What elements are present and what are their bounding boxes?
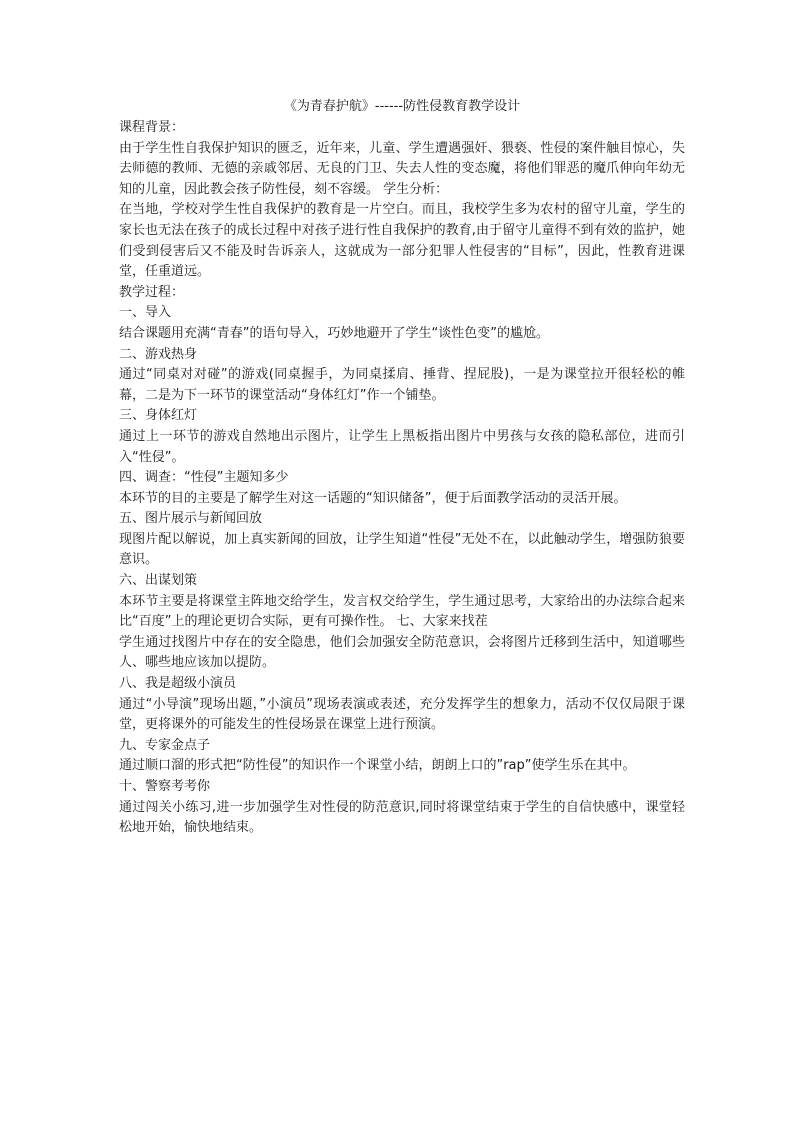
- section-heading-9: 九、专家金点子: [119, 737, 211, 753]
- background-paragraph: 由于学生性自我保护知识的匮乏，近年来，儿童、学生遭遇强奸、猥亵、性侵的案件触目惊心，失去师德的教师、无德的亲戚邻居、无良的门卫、失去人性的变态魔，将他们罪恶的魔爪伸向年幼无知的儿童，因此教会孩子防性侵，刻不容缓。 学生分析：: [119, 140, 685, 197]
- section-heading-6: 六、出谋划策: [119, 573, 198, 589]
- section-heading-1: 一、导入: [119, 305, 172, 321]
- section-text-3: 通过上一环节的游戏自然地出示图片，让学生上黑板指出图片中男孩与女孩的隐私部位，进而引入“性侵”。: [119, 428, 685, 465]
- section-text-6: 本环节主要是将课堂主阵地交给学生，发言权交给学生，学生通过思考，大家给出的办法综合起来比“百度”上的理论更切合实际，更有可操作性。 七、大家来找茬: [119, 593, 685, 630]
- section-heading-8: 八、我是超级小演员: [119, 676, 237, 692]
- section-text-1: 结合课题用充满“青春”的语句导入，巧妙地避开了学生“谈性色变”的尴尬。: [119, 325, 549, 341]
- section-text-5: 现图片配以解说，加上真实新闻的回放，让学生知道“性侵”无处不在，以此触动学生，增强防狼要意识。: [119, 531, 685, 568]
- section-heading-5: 五、图片展示与新闻回放: [119, 511, 263, 527]
- analysis-paragraph: 在当地，学校对学生性自我保护的教育是一片空白。而且，我校学生多为农村的留守儿童，学生的家长也无法在孩子的成长过程中对孩子进行性自我保护的教育,由于留守儿童得不到有效的监护，她们受到侵害后又不能及时告诉亲人，这就成为一部分犯罪人性侵害的“目标”，因此，性教育进课堂，任重道远。: [119, 202, 685, 280]
- section-text-10: 通过闯关小练习,进一步加强学生对性侵的防范意识,同时将课堂结束于学生的自信快感中，课堂轻松地开始，愉快地结束。: [119, 799, 685, 836]
- background-label: 课程背景：: [119, 120, 185, 135]
- section-heading-4: 四、调查：“性侵”主题知多少: [119, 470, 289, 486]
- document-page: [119, 96, 685, 839]
- section-text-4: 本环节的目的主要是了解学生对这一话题的“知识储备”，便于后面教学活动的灵活开展。: [119, 490, 627, 506]
- section-text-9: 通过顺口溜的形式把“防性侵”的知识作一个课堂小结，朗朗上口的”rap”使学生乐在其中。: [119, 758, 636, 774]
- section-text-7: 学生通过找图片中存在的安全隐患，他们会加强安全防范意识，会将图片迁移到生活中，知道哪些人、哪些地应该加以提防。: [119, 634, 685, 671]
- section-text-8: 通过“小导演”现场出题，”小演员”现场表演或表述，充分发挥学生的想象力，活动不仅仅局限于课堂，更将课外的可能发生的性侵场景在课堂上进行预演。: [119, 696, 685, 733]
- section-heading-10: 十、警察考考你: [119, 779, 211, 794]
- section-heading-3: 三、身体红灯: [119, 408, 198, 424]
- process-label: 教学过程：: [119, 284, 185, 300]
- section-heading-2: 二、游戏热身: [119, 346, 198, 362]
- document-title: 《为青春护航》------防性侵教育教学设计: [283, 99, 521, 114]
- section-text-2: 通过“同桌对对碰”的游戏(同桌握手，为同桌揉肩、捶背、捏屁股)，一是为课堂拉开很轻松的帷幕，二是为下一环节的课堂活动“身体红灯”作一个铺垫。: [119, 367, 685, 403]
